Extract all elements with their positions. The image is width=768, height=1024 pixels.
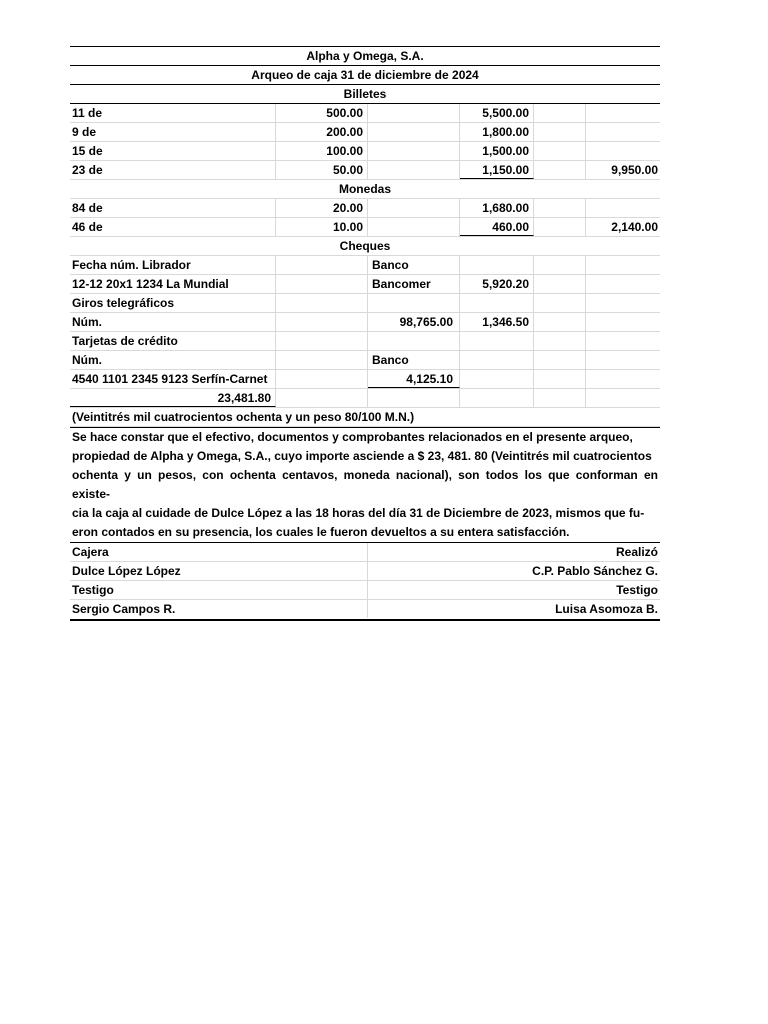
amount-cell: 1,150.00 xyxy=(460,161,534,179)
table-row xyxy=(70,218,660,237)
empty-cell xyxy=(534,351,586,369)
statement-line: cia la caja al cuidade de Dulce López a las 18 horas del día 31 de Diciembre de 2023, mismos que fu- xyxy=(72,506,645,520)
table-row xyxy=(70,313,660,332)
giros-num-label: Núm. xyxy=(70,313,276,331)
qty-cell: 9 de xyxy=(70,123,276,141)
table-row xyxy=(70,256,660,275)
table-row xyxy=(70,142,660,161)
giros-amount: 1,346.50 xyxy=(460,313,534,331)
empty-cell xyxy=(586,370,660,388)
empty-cell xyxy=(586,389,660,407)
empty-cell xyxy=(368,199,460,217)
signature-right: Realizó xyxy=(615,545,658,559)
amount-cell: 460.00 xyxy=(460,218,534,236)
tarjetas-heading: Tarjetas de crédito xyxy=(70,332,276,350)
denomination-cell: 10.00 xyxy=(276,218,368,236)
company-row xyxy=(70,47,660,66)
signature-left: Testigo xyxy=(70,581,368,599)
empty-cell xyxy=(534,199,586,217)
bank-column-label: Banco xyxy=(368,256,460,274)
statement-line: eron contados en su presencia, los cuales le fueron devueltos a su entera satisfacción. xyxy=(72,525,570,539)
tarjetas-num-label: Núm. xyxy=(70,351,276,369)
signature-left: Sergio Campos R. xyxy=(70,600,368,618)
signature-left: Dulce López López xyxy=(70,562,368,580)
table-row xyxy=(70,199,660,218)
table-row xyxy=(70,161,660,180)
signature-row xyxy=(70,562,660,581)
empty-cell xyxy=(586,351,660,369)
empty-cell xyxy=(586,313,660,331)
empty-cell xyxy=(276,351,368,369)
empty-cell xyxy=(276,275,368,293)
empty-cell xyxy=(534,161,586,179)
total-cell xyxy=(586,199,660,217)
empty-cell xyxy=(534,370,586,388)
qty-cell: 15 de xyxy=(70,142,276,160)
empty-cell xyxy=(460,294,534,312)
monedas-heading: Monedas xyxy=(338,182,391,196)
billetes-heading: Billetes xyxy=(343,87,387,101)
grand-total: 23,481.80 xyxy=(70,389,276,407)
denomination-cell: 500.00 xyxy=(276,104,368,122)
monedas-total-cell: 2,140.00 xyxy=(611,220,658,234)
amount-cell: 1,800.00 xyxy=(460,123,534,141)
qty-cell: 11 de xyxy=(70,104,276,122)
empty-cell xyxy=(586,256,660,274)
amount-cell: 1,680.00 xyxy=(460,199,534,217)
table-row xyxy=(70,370,660,389)
empty-cell xyxy=(460,332,534,350)
empty-cell xyxy=(534,104,586,122)
cheque-entry-amount: 5,920.20 xyxy=(460,275,534,293)
tarjetas-entry-desc: 4540 1101 2345 9123 Serfín-Carnet xyxy=(70,370,276,388)
table-row xyxy=(70,332,660,351)
empty-cell xyxy=(534,294,586,312)
empty-cell xyxy=(368,142,460,160)
giros-heading: Giros telegráficos xyxy=(70,294,276,312)
empty-cell xyxy=(534,218,586,236)
table-row xyxy=(70,123,660,142)
total-cell xyxy=(586,123,660,141)
empty-cell xyxy=(460,351,534,369)
empty-cell xyxy=(276,294,368,312)
cheque-entry-bank: Bancomer xyxy=(368,275,460,293)
table-row xyxy=(70,294,660,313)
total-cell xyxy=(586,142,660,160)
cheque-entry-desc: 12-12 20x1 1234 La Mundial xyxy=(70,275,276,293)
tarjetas-bank-label: Banco xyxy=(368,351,460,369)
empty-cell xyxy=(276,313,368,331)
signature-right: Luisa Asomoza B. xyxy=(555,602,658,616)
billetes-heading-row xyxy=(70,85,660,104)
signature-row xyxy=(70,600,660,619)
qty-cell: 23 de xyxy=(70,161,276,179)
qty-cell: 46 de xyxy=(70,218,276,236)
cheques-heading: Cheques xyxy=(339,239,391,253)
empty-cell xyxy=(368,161,460,179)
empty-cell xyxy=(276,389,368,407)
empty-cell xyxy=(460,389,534,407)
statement-line: propiedad de Alpha y Omega, S.A., cuyo importe asciende a $ 23, 481. 80 (Veintitrés mil cuatrocientos xyxy=(72,449,652,463)
empty-cell xyxy=(534,123,586,141)
empty-cell xyxy=(276,370,368,388)
tarjetas-entry-amount: 4,125.10 xyxy=(368,370,460,388)
table-row xyxy=(70,351,660,370)
billetes-total-cell: 9,950.00 xyxy=(611,163,658,177)
signature-row xyxy=(70,581,660,600)
denomination-cell: 50.00 xyxy=(276,161,368,179)
empty-cell xyxy=(368,104,460,122)
empty-cell xyxy=(534,275,586,293)
denomination-cell: 100.00 xyxy=(276,142,368,160)
empty-cell xyxy=(368,389,460,407)
cheques-heading-row xyxy=(70,237,660,256)
amount-cell: 5,500.00 xyxy=(460,104,534,122)
empty-cell xyxy=(534,142,586,160)
subtitle-row xyxy=(70,66,660,85)
monedas-heading-row xyxy=(70,180,660,199)
report-title: Arqueo de caja 31 de diciembre de 2024 xyxy=(251,68,479,82)
empty-cell xyxy=(276,332,368,350)
amount-cell: 1,500.00 xyxy=(460,142,534,160)
signature-right: C.P. Pablo Sánchez G. xyxy=(532,564,658,578)
empty-cell xyxy=(534,256,586,274)
empty-cell xyxy=(276,256,368,274)
empty-cell xyxy=(586,332,660,350)
amount-in-words: (Veintitrés mil cuatrocientos ochenta y un peso 80/100 M.N.) xyxy=(72,410,415,424)
denomination-cell: 20.00 xyxy=(276,199,368,217)
cheque-column-label: Fecha núm. Librador xyxy=(70,256,276,274)
signature-right: Testigo xyxy=(616,583,658,597)
amount-in-words-row xyxy=(70,408,660,427)
total-cell xyxy=(586,104,660,122)
empty-cell xyxy=(368,218,460,236)
empty-cell xyxy=(534,313,586,331)
empty-cell xyxy=(586,275,660,293)
cash-count-sheet xyxy=(70,46,660,621)
giros-num-value: 98,765.00 xyxy=(368,313,460,331)
statement-paragraph xyxy=(70,427,660,543)
empty-cell xyxy=(586,294,660,312)
signature-left: Cajera xyxy=(70,543,368,561)
empty-cell xyxy=(368,332,460,350)
empty-cell xyxy=(460,370,534,388)
signature-row xyxy=(70,543,660,562)
empty-cell xyxy=(534,389,586,407)
table-row xyxy=(70,104,660,123)
table-row xyxy=(70,389,660,408)
empty-cell xyxy=(368,294,460,312)
company-name: Alpha y Omega, S.A. xyxy=(306,49,424,63)
empty-cell xyxy=(368,123,460,141)
denomination-cell: 200.00 xyxy=(276,123,368,141)
qty-cell: 84 de xyxy=(70,199,276,217)
statement-line: ochenta y un pesos, con ochenta centavos, moneda nacional), son todos los que conforman en existe- xyxy=(72,468,658,501)
statement-line: Se hace constar que el efectivo, documentos y comprobantes relacionados en el presente arqueo, xyxy=(72,430,633,444)
empty-cell xyxy=(534,332,586,350)
empty-cell xyxy=(460,256,534,274)
table-row xyxy=(70,275,660,294)
